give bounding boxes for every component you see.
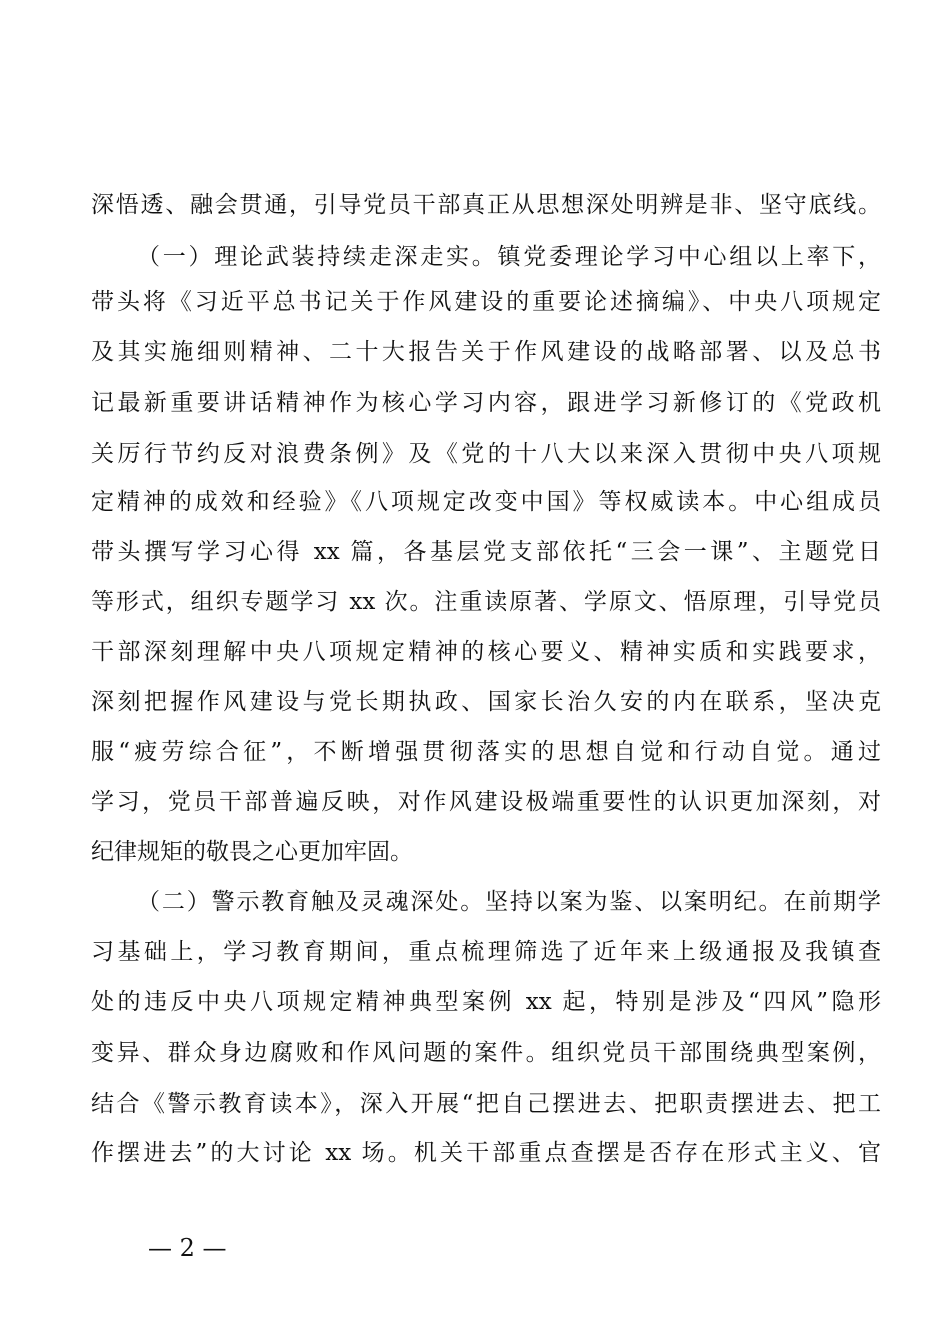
body-text-line: 深刻把握作风建设与党长期执政、国家长治久安的内在联系，坚决克 <box>91 689 881 715</box>
body-text-line: 学习，党员干部普遍反映，对作风建设极端重要性的认识更加深刻，对 <box>91 789 881 815</box>
body-text-line: 服“疲劳综合征”，不断增强贯彻落实的思想自觉和行动自觉。通过 <box>91 739 881 765</box>
body-text-line: 带头撰写学习心得 xx 篇，各基层党支部依托“三会一课”、主题党日 <box>91 539 881 565</box>
body-text-line: 干部深刻理解中央八项规定精神的核心要义、精神实质和实践要求， <box>91 639 881 665</box>
body-text-line: 带头将《习近平总书记关于作风建设的重要论述摘编》、中央八项规定 <box>91 289 881 315</box>
body-text-line: 及其实施细则精神、二十大报告关于作风建设的战略部署、以及总书 <box>91 339 881 365</box>
section-heading-line: （一）理论武装持续走深走实。镇党委理论学习中心组以上率下， <box>137 244 881 270</box>
body-text-line: 关厉行节约反对浪费条例》及《党的十八大以来深入贯彻中央八项规 <box>91 441 881 467</box>
body-text-line: 处的违反中央八项规定精神典型案例 xx 起，特别是涉及“四风”隐形 <box>91 989 881 1015</box>
section-heading-line: （二）警示教育触及灵魂深处。坚持以案为鉴、以案明纪。在前期学 <box>137 889 881 915</box>
body-text-line: 变异、群众身边腐败和作风问题的案件。组织党员干部围绕典型案例， <box>91 1040 881 1066</box>
body-text-line: 定精神的成效和经验》《八项规定改变中国》等权威读本。中心组成员 <box>91 489 881 515</box>
body-text-line: 作摆进去”的大讨论 xx 场。机关干部重点查摆是否存在形式主义、官 <box>91 1140 881 1166</box>
body-text-line: 习基础上，学习教育期间，重点梳理筛选了近年来上级通报及我镇查 <box>91 939 881 965</box>
body-text-line: 纪律规矩的敬畏之心更加牢固。 <box>91 839 413 865</box>
body-text-line: 记最新重要讲话精神作为核心学习内容，跟进学习新修订的《党政机 <box>91 390 881 416</box>
body-text-line: 结合《警示教育读本》，深入开展“把自己摆进去、把职责摆进去、把工 <box>91 1091 881 1117</box>
body-text-line: 深悟透、融会贯通，引导党员干部真正从思想深处明辨是非、坚守底线。 <box>91 192 881 218</box>
page-number: — 2 — <box>148 1234 227 1262</box>
body-text-line: 等形式，组织专题学习 xx 次。注重读原著、学原文、悟原理，引导党员 <box>91 589 881 615</box>
